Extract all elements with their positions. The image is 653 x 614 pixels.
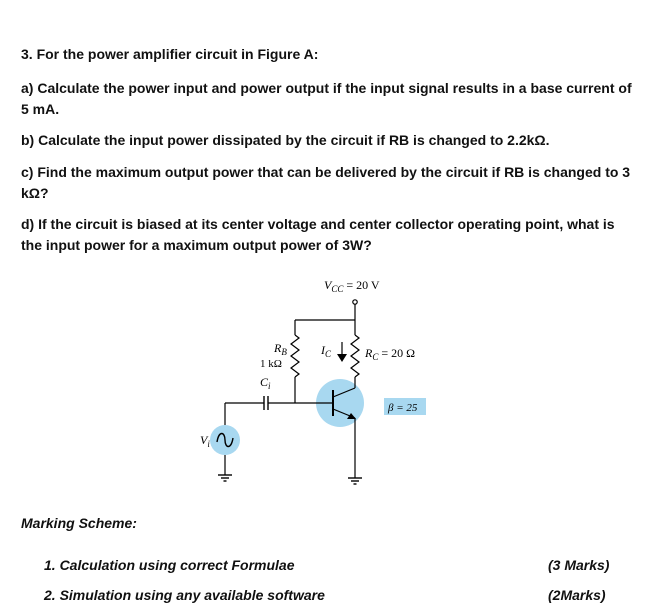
rb-value: 1 kΩ — [260, 358, 282, 370]
beta-label: β = 25 — [388, 402, 418, 414]
ic-label: $I_C$ — [321, 343, 332, 359]
marking-scheme-title: Marking Scheme: — [21, 515, 137, 531]
vcc-label: $V_{CC} = 20$ V — [324, 278, 380, 294]
question-part-b: b) Calculate the input power dissipated by the circuit if RB is changed to 2.2kΩ. — [21, 132, 550, 148]
rc-label: $R_C = 20$ Ω — [365, 346, 416, 362]
question-part-d: d) If the circuit is biased at its center voltage and center collector operating point, what is the input power for a maximum output power of 3W? — [21, 216, 615, 253]
rb-resistor — [291, 335, 299, 377]
question-part-c: c) Find the maximum output power that can be delivered by the circuit if RB is changed to 3 kΩ? — [21, 164, 631, 201]
ic-arrow-icon — [337, 354, 347, 362]
ci-label: $C_i$ — [260, 375, 271, 391]
marking-criterion: 2. Simulation using any available software — [44, 587, 325, 603]
question-part-a: a) Calculate the power input and power output if the input signal results in a base current of 5 mA. — [21, 80, 632, 117]
question-title: 3. For the power amplifier circuit in Figure A: — [21, 46, 319, 62]
vi-label: $V_i$ — [200, 433, 210, 449]
marking-criterion: 1. Calculation using correct Formulae — [44, 557, 295, 573]
marking-marks: (2Marks) — [548, 587, 606, 603]
marking-marks: (3 Marks) — [548, 557, 610, 573]
amplifier-circuit-diagram — [190, 272, 450, 494]
rb-label: $R_B$ — [274, 341, 287, 357]
rc-resistor — [351, 335, 359, 377]
